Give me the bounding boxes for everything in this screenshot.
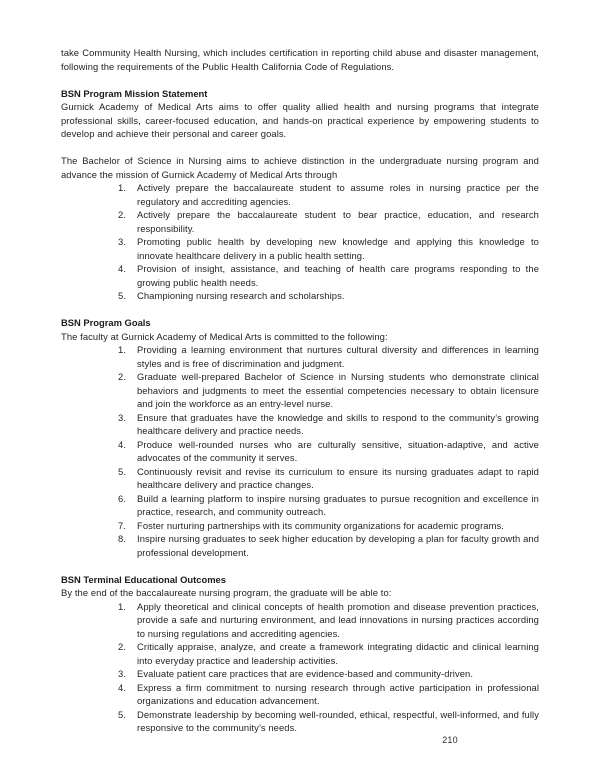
list-item — [61, 411, 539, 438]
section-paragraph: The Bachelor of Science in Nursing aims to achieve distinction in the undergraduate nursing program and advance the mission of Gurnick Academy of Medical Arts through — [61, 155, 539, 180]
list-item — [61, 208, 539, 235]
section-mission-statement — [61, 87, 539, 303]
terminal-outcomes-list — [61, 600, 539, 735]
section-program-goals — [61, 316, 539, 559]
list-item — [61, 681, 539, 708]
list-item — [61, 667, 539, 681]
page-footer — [0, 735, 600, 745]
page-number: 210 — [442, 735, 458, 745]
paragraph-spacer — [61, 559, 539, 573]
list-item-text: Produce well-rounded nurses who are culturally sensitive, situation-adaptive, and active advocates of the community it serves. — [137, 438, 539, 463]
list-item — [61, 708, 539, 735]
list-item-text: Provision of insight, assistance, and teaching of health care programs responding to the growing public health needs. — [137, 263, 539, 288]
list-item-text: Promoting public health by developing new knowledge and applying this knowledge to innovate healthcare delivery in a public health setting. — [137, 236, 539, 261]
list-item — [61, 492, 539, 519]
list-item — [61, 262, 539, 289]
list-item-text: Inspire nursing graduates to seek higher education by developing a plan for faculty growth and professional development. — [137, 533, 539, 558]
paragraph-spacer — [61, 73, 539, 87]
intro-paragraph: take Community Health Nursing, which includes certification in reporting child abuse and disaster management, following the requirements of the Public Health California Code of Regulations. — [61, 47, 539, 72]
list-item-text: Providing a learning environment that nurtures cultural diversity and differences in learning styles and is free of discrimination and judgment. — [137, 344, 539, 369]
page-content — [61, 46, 539, 735]
section-terminal-outcomes — [61, 573, 539, 735]
section-paragraph: Gurnick Academy of Medical Arts aims to offer quality allied health and nursing programs that integrate professional skills, career-focused education, and hands-on practical experience by empowering students to develop and achieve their personal and career goals. — [61, 101, 539, 139]
section-heading: BSN Program Goals — [61, 317, 151, 328]
mission-list — [61, 181, 539, 303]
list-item-text: Apply theoretical and clinical concepts of health promotion and disease prevention practices, provide a safe and nurturing environment, and lead innovations in nursing practices according to nursing regulations and accrediting agencies. — [137, 600, 539, 639]
list-item — [61, 181, 539, 208]
list-item — [61, 600, 539, 641]
list-item — [61, 532, 539, 559]
list-item-text: Actively prepare the baccalaureate student to assume roles in nursing practice per the regulatory and accrediting agencies. — [137, 182, 539, 207]
list-item-text: Express a firm commitment to nursing research through active participation in professional organizations and education advancement. — [137, 681, 539, 706]
list-item — [61, 640, 539, 667]
list-item — [61, 519, 539, 533]
list-item-text: Actively prepare the baccalaureate student to bear practice, education, and research responsibility. — [137, 209, 539, 234]
list-item — [61, 438, 539, 465]
paragraph-spacer — [61, 141, 539, 155]
list-item-text: Ensure that graduates have the knowledge and skills to respond to the community’s growing healthcare delivery and practice needs. — [137, 411, 539, 436]
section-heading: BSN Terminal Educational Outcomes — [61, 573, 226, 585]
list-item-text: Build a learning platform to inspire nursing graduates to pursue recognition and excellence in practice, research, and community outreach. — [137, 492, 539, 517]
list-item — [61, 235, 539, 262]
list-item — [61, 370, 539, 411]
program-goals-list — [61, 343, 539, 559]
list-item — [61, 289, 539, 303]
list-item-text: Critically appraise, analyze, and create a framework integrating didactic and clinical learning into everyday practice and leadership activities. — [137, 641, 539, 666]
list-item-text: Championing nursing research and scholarships. — [137, 290, 345, 301]
list-item — [61, 343, 539, 370]
paragraph-spacer — [61, 303, 539, 317]
list-item-text: Demonstrate leadership by becoming well-rounded, ethical, respectful, well-informed, and fully responsive to the community’s needs. — [137, 708, 539, 733]
list-item-text: Continuously revisit and revise its curriculum to ensure its nursing graduates adapt to rapid healthcare delivery and practice changes. — [137, 465, 539, 490]
list-item-text: Graduate well-prepared Bachelor of Science in Nursing students who demonstrate clinical behaviors and judgments to meet the essential competencies necessary to obtain licensure and join the workforce as an entry-level nurse. — [137, 371, 539, 409]
list-item-text: Evaluate patient care practices that are evidence-based and community-driven. — [137, 668, 474, 679]
section-paragraph: By the end of the baccalaureate nursing program, the graduate will be able to: — [61, 587, 392, 598]
list-item-text: Foster nurturing partnerships with its community organizations for academic programs. — [137, 519, 504, 531]
list-item — [61, 465, 539, 492]
section-paragraph: The faculty at Gurnick Academy of Medical Arts is committed to the following: — [61, 330, 388, 342]
section-heading: BSN Program Mission Statement — [61, 87, 208, 99]
